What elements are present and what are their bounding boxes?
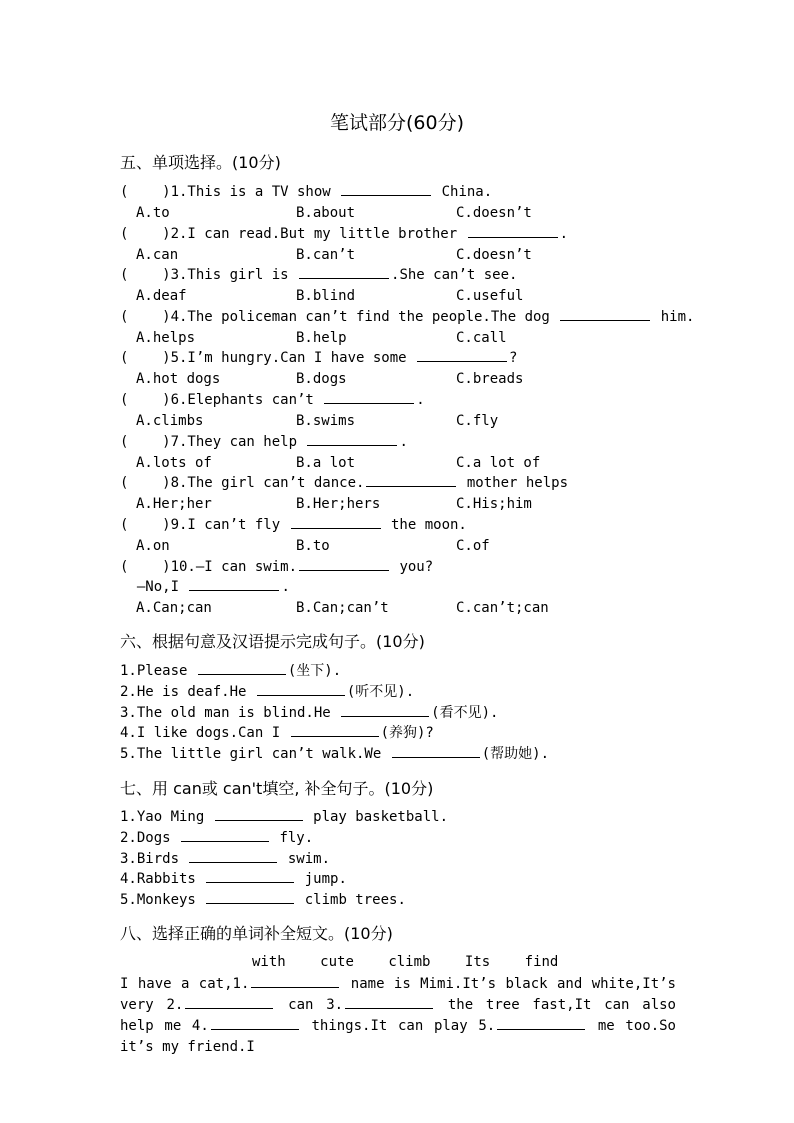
option-b: B.blind	[296, 288, 356, 304]
answer-blank[interactable]	[366, 474, 456, 487]
word-bank-item: cute	[320, 954, 354, 970]
question-stem: ( )8.The girl can’t dance. mother helps	[120, 475, 569, 491]
answer-blank[interactable]	[189, 578, 279, 591]
question-stem: ( )2.I can read.But my little brother .	[120, 226, 569, 242]
fill-item-3: 3.The old man is blind.He (看不见).	[120, 705, 499, 721]
question-stem: ( )5.I’m hungry.Can I have some ?	[120, 350, 518, 366]
option-a: A.can	[136, 247, 179, 263]
answer-blank[interactable]	[307, 433, 397, 446]
fill-item-3: 3.Birds swim.	[120, 851, 331, 867]
option-a: A.lots of	[136, 455, 212, 471]
question-stem: ( )4.The policeman can’t find the people.The dog him.	[120, 309, 695, 325]
option-b: B.about	[296, 205, 356, 221]
fill-item-1: 1.Please (坐下).	[120, 663, 342, 679]
word-bank-item: find	[524, 954, 559, 970]
question-stem: ( )7.They can help .	[120, 434, 408, 450]
option-b: B.a lot	[296, 455, 356, 471]
option-c: C.a lot of	[456, 455, 541, 471]
answer-blank-5[interactable]	[497, 1017, 585, 1030]
word-bank-item: climb	[388, 954, 431, 970]
answer-blank-4[interactable]	[211, 1017, 299, 1030]
fill-item-5: 5.Monkeys climb trees.	[120, 892, 406, 908]
option-c: C.doesn’t	[456, 247, 532, 263]
answer-blank[interactable]	[291, 724, 379, 737]
section-8-heading: 八、选择正确的单词补全短文。(10分)	[120, 924, 393, 943]
answer-blank[interactable]	[206, 891, 294, 904]
option-a: A.climbs	[136, 413, 204, 429]
question-stem: ( )10.—I can swim. you?	[120, 559, 434, 575]
answer-blank[interactable]	[392, 745, 480, 758]
section-6-heading: 六、根据句意及汉语提示完成句子。(10分)	[120, 632, 425, 651]
option-a: A.deaf	[136, 288, 187, 304]
answer-blank[interactable]	[299, 266, 389, 279]
answer-blank[interactable]	[206, 870, 294, 883]
option-c: C.of	[456, 538, 490, 554]
answer-blank-1[interactable]	[251, 975, 339, 988]
section-5-heading: 五、单项选择。(10分)	[120, 153, 281, 172]
option-b: B.to	[296, 538, 330, 554]
answer-blank[interactable]	[299, 558, 389, 571]
option-c: C.can’t;can	[456, 600, 549, 616]
option-a: A.helps	[136, 330, 196, 346]
answer-blank[interactable]	[198, 662, 286, 675]
answer-blank[interactable]	[468, 225, 558, 238]
section-7-heading: 七、用 can或 can't填空, 补全句子。(10分)	[120, 779, 434, 798]
answer-blank[interactable]	[189, 850, 277, 863]
option-c: C.useful	[456, 288, 524, 304]
option-c: C.His;him	[456, 496, 532, 512]
fill-item-2: 2.Dogs fly.	[120, 830, 314, 846]
option-c: C.call	[456, 330, 507, 346]
option-a: A.Her;her	[136, 496, 212, 512]
passage: I have a cat,1. name is Mimi.It’s black and white,It’s very 2. can 3. the tree fast,It can also help me 4. things.It can play 5. me too.So it’s my friend.I	[120, 976, 676, 1055]
fill-item-2: 2.He is deaf.He (听不见).	[120, 684, 415, 700]
answer-blank-2[interactable]	[185, 996, 273, 1009]
option-a: A.hot dogs	[136, 371, 221, 387]
question-stem: ( )9.I can’t fly the moon.	[120, 517, 467, 533]
answer-blank[interactable]	[215, 808, 303, 821]
option-a: A.on	[136, 538, 170, 554]
question-stem: ( )6.Elephants can’t .	[120, 392, 425, 408]
answer-blank[interactable]	[417, 349, 507, 362]
option-c: C.fly	[456, 413, 499, 429]
answer-blank[interactable]	[181, 829, 269, 842]
fill-item-4: 4.I like dogs.Can I (养狗)?	[120, 725, 434, 741]
question-stem: ( )1.This is a TV show China.	[120, 184, 493, 200]
answer-blank[interactable]	[291, 516, 381, 529]
page-title: 笔试部分(60分)	[329, 112, 464, 134]
word-bank	[252, 954, 584, 970]
option-a: A.Can;can	[136, 600, 212, 616]
option-b: B.Her;hers	[296, 496, 381, 512]
option-c: C.doesn’t	[456, 205, 532, 221]
fill-item-4: 4.Rabbits jump.	[120, 871, 347, 887]
question-stem: ( )3.This girl is .She can’t see.	[120, 267, 518, 283]
option-b: B.help	[296, 330, 347, 346]
option-b: B.dogs	[296, 371, 347, 387]
option-b: B.Can;can’t	[296, 600, 389, 616]
option-a: A.to	[136, 205, 170, 221]
answer-blank-3[interactable]	[345, 996, 433, 1009]
answer-blank[interactable]	[324, 391, 414, 404]
option-b: B.swims	[296, 413, 356, 429]
word-bank-item: with	[252, 954, 286, 970]
word-bank-item: Its	[464, 954, 491, 970]
answer-blank[interactable]	[257, 683, 345, 696]
answer-blank[interactable]	[560, 308, 650, 321]
option-b: B.can’t	[296, 247, 356, 263]
question-stem: —No,I .	[120, 579, 290, 595]
fill-item-5: 5.The little girl can’t walk.We (帮助她).	[120, 746, 550, 762]
answer-blank[interactable]	[341, 183, 431, 196]
answer-blank[interactable]	[341, 704, 429, 717]
fill-item-1: 1.Yao Ming play basketball.	[120, 809, 449, 825]
option-c: C.breads	[456, 371, 524, 387]
